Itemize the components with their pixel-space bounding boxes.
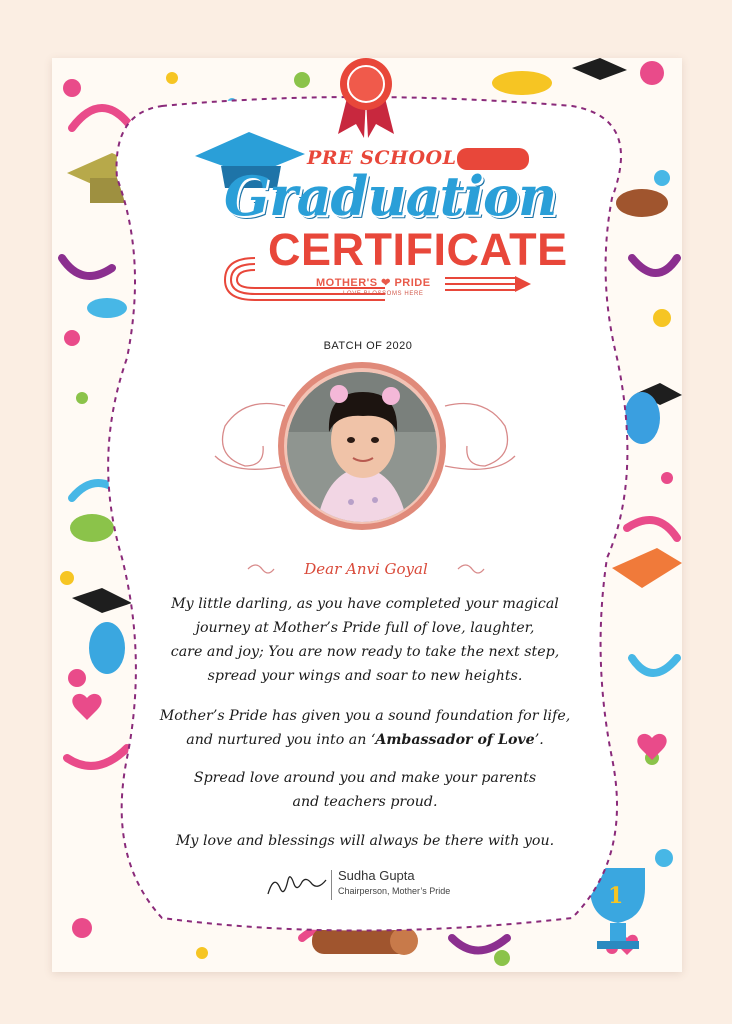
message-paragraph-4: My love and blessings will always be there with you. — [175, 833, 555, 849]
brand-tagline: LOVE BLOSSOMS HERE — [343, 291, 424, 297]
batch-label: BATCH OF 2020 — [323, 340, 413, 352]
pre-school-label: PRE SCHOOL — [307, 147, 457, 169]
message-paragraph-1: My little darling, as you have completed your magical journey at Mother’s Pride full of love, laughter, care and joy; You are now ready to take the next step, spread your wings and soar to new heights. — [170, 596, 560, 684]
flourish-right-icon — [456, 562, 486, 576]
certificate-title: CERTIFICATE — [268, 224, 568, 275]
signer-name: Sudha Gupta — [338, 868, 415, 883]
svg-text:1: 1 — [608, 883, 624, 909]
recipient-greeting: Dear Anvi Goyal — [304, 560, 428, 578]
message-paragraph-3: Spread love around you and make your parents and teachers proud. — [193, 770, 537, 810]
ambassador-highlight: Ambassador of Love — [375, 732, 535, 748]
signature-divider — [331, 870, 332, 900]
graduate-photo — [287, 372, 437, 522]
graduation-title: Graduation — [224, 164, 557, 228]
signer-title: Chairperson, Mother’s Pride — [338, 886, 451, 896]
signature-image — [264, 868, 330, 902]
message-paragraph-2: Mother’s Pride has given you a sound foundation for life, and nurtured you into an ‘Ambassador of Love’. — [159, 708, 571, 748]
brand-name: MOTHER'S ❤ PRIDE — [316, 277, 431, 289]
ribbon-badge-icon — [334, 56, 398, 138]
